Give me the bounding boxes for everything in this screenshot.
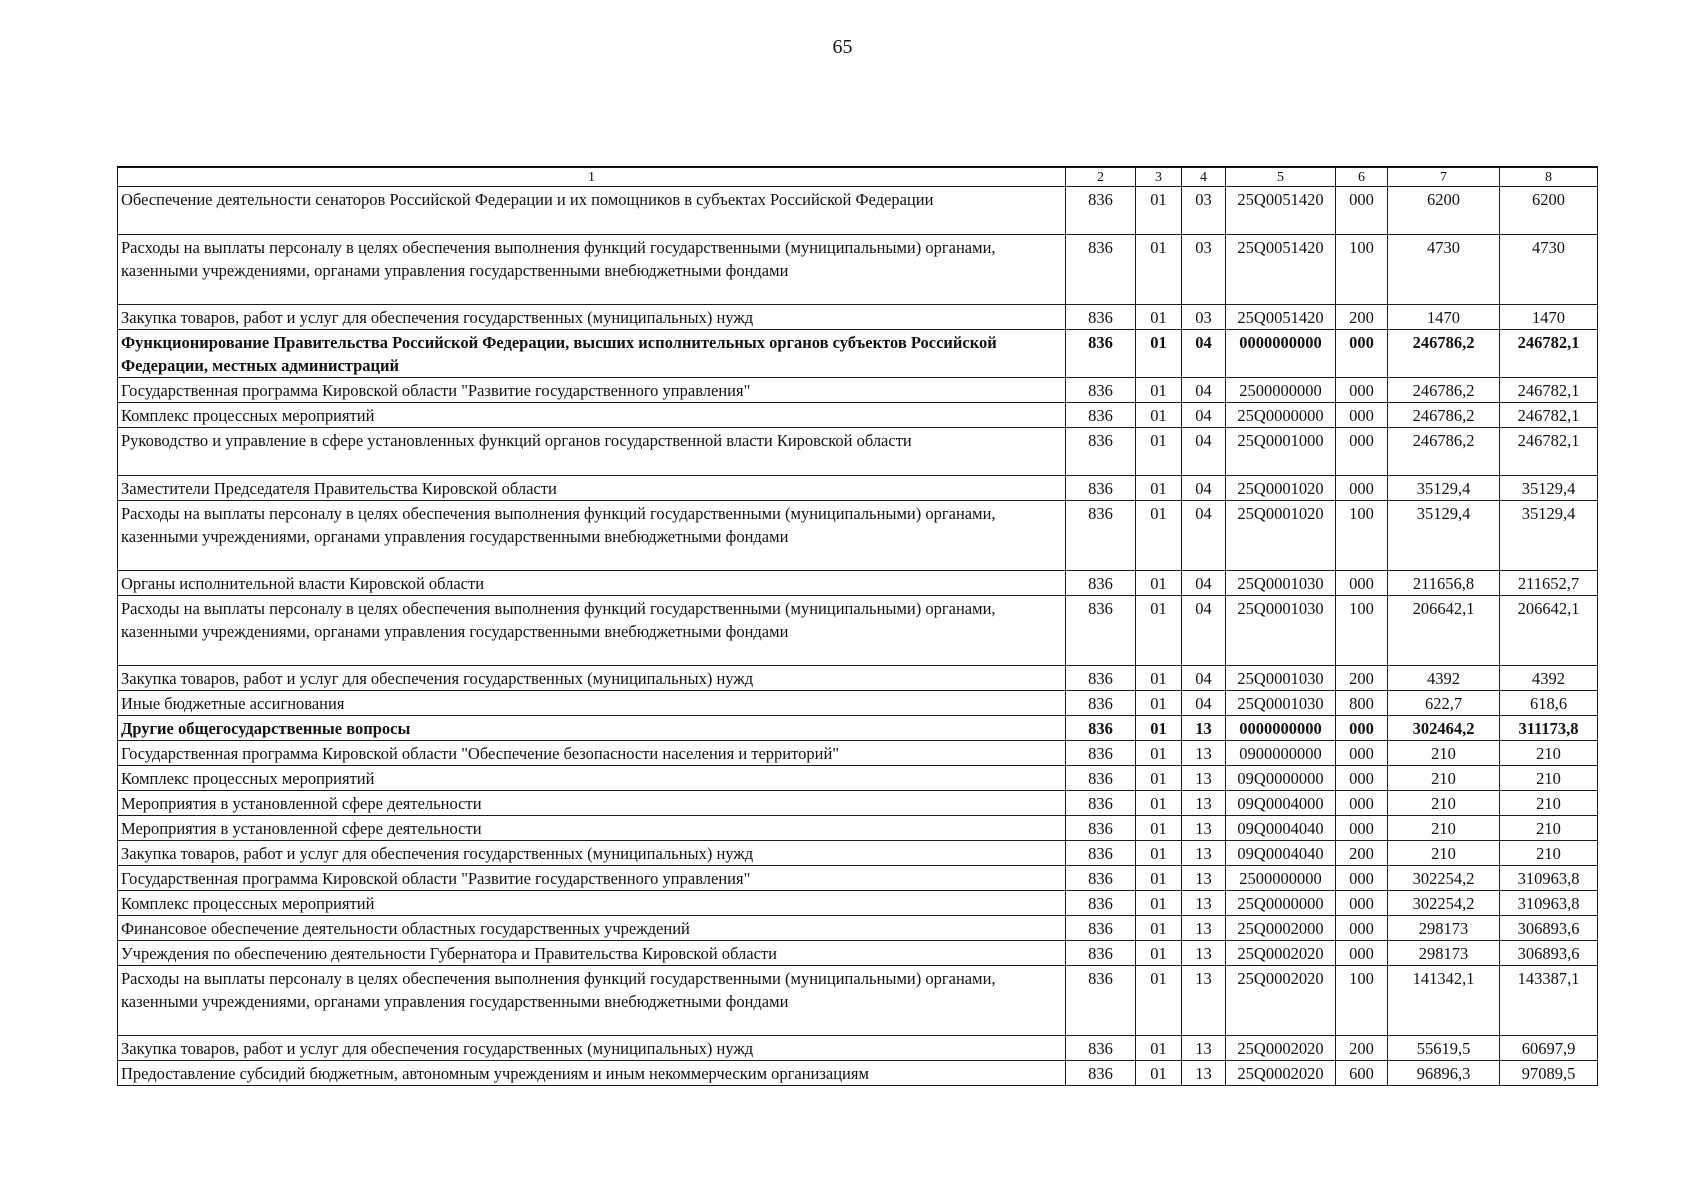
row-code-expense-type: 000	[1336, 891, 1388, 916]
row-code-subsection: 13	[1182, 716, 1226, 741]
row-code-section: 01	[1136, 891, 1182, 916]
row-code-section: 01	[1136, 235, 1182, 305]
row-code-target: 25Q0000000	[1226, 403, 1336, 428]
table-row	[118, 916, 1598, 941]
table-row	[118, 691, 1598, 716]
row-code-subsection: 13	[1182, 766, 1226, 791]
row-amount-year1: 246786,2	[1388, 428, 1500, 476]
row-code-subsection: 04	[1182, 596, 1226, 666]
row-code-ministry: 836	[1066, 941, 1136, 966]
row-code-section: 01	[1136, 791, 1182, 816]
row-code-subsection: 13	[1182, 966, 1226, 1036]
row-code-expense-type: 200	[1336, 305, 1388, 330]
row-name: Предоставление субсидий бюджетным, автономным учреждениям и иным некоммерческим организациям	[118, 1061, 1066, 1086]
row-code-target: 09Q0004000	[1226, 791, 1336, 816]
row-code-section: 01	[1136, 1036, 1182, 1061]
row-amount-year1: 55619,5	[1388, 1036, 1500, 1061]
row-amount-year1: 246786,2	[1388, 403, 1500, 428]
row-amount-year2: 143387,1	[1500, 966, 1598, 1036]
row-code-ministry: 836	[1066, 891, 1136, 916]
row-name: Закупка товаров, работ и услуг для обеспечения государственных (муниципальных) нужд	[118, 666, 1066, 691]
row-amount-year2: 246782,1	[1500, 403, 1598, 428]
row-amount-year2: 35129,4	[1500, 476, 1598, 501]
row-code-section: 01	[1136, 305, 1182, 330]
header-cell: 4	[1182, 167, 1226, 187]
table-row	[118, 428, 1598, 476]
row-name: Государственная программа Кировской области "Развитие государственного управления"	[118, 378, 1066, 403]
row-code-ministry: 836	[1066, 403, 1136, 428]
row-code-subsection: 03	[1182, 235, 1226, 305]
row-code-target: 2500000000	[1226, 866, 1336, 891]
row-code-target: 25Q0001020	[1226, 501, 1336, 571]
row-amount-year1: 206642,1	[1388, 596, 1500, 666]
header-cell: 8	[1500, 167, 1598, 187]
row-code-ministry: 836	[1066, 741, 1136, 766]
row-code-expense-type: 800	[1336, 691, 1388, 716]
row-amount-year2: 210	[1500, 841, 1598, 866]
row-name: Обеспечение деятельности сенаторов Российской Федерации и их помощников в субъектах Российской Федерации	[118, 187, 1066, 235]
row-code-ministry: 836	[1066, 816, 1136, 841]
table-row	[118, 378, 1598, 403]
row-code-ministry: 836	[1066, 866, 1136, 891]
row-code-target: 09Q0000000	[1226, 766, 1336, 791]
row-code-section: 01	[1136, 596, 1182, 666]
row-amount-year1: 246786,2	[1388, 378, 1500, 403]
row-code-target: 25Q0002000	[1226, 916, 1336, 941]
row-code-section: 01	[1136, 766, 1182, 791]
row-code-expense-type: 200	[1336, 841, 1388, 866]
row-code-ministry: 836	[1066, 1036, 1136, 1061]
row-code-expense-type: 000	[1336, 866, 1388, 891]
row-code-target: 09Q0004040	[1226, 816, 1336, 841]
table-row	[118, 305, 1598, 330]
row-amount-year1: 298173	[1388, 941, 1500, 966]
table-row	[118, 716, 1598, 741]
row-code-expense-type: 000	[1336, 941, 1388, 966]
row-code-target: 25Q0000000	[1226, 891, 1336, 916]
header-cell: 1	[118, 167, 1066, 187]
row-amount-year2: 310963,8	[1500, 891, 1598, 916]
row-amount-year2: 97089,5	[1500, 1061, 1598, 1086]
row-amount-year2: 4730	[1500, 235, 1598, 305]
row-amount-year2: 35129,4	[1500, 501, 1598, 571]
row-code-expense-type: 000	[1336, 428, 1388, 476]
row-name: Учреждения по обеспечению деятельности Губернатора и Правительства Кировской области	[118, 941, 1066, 966]
header-row	[118, 167, 1598, 187]
row-code-subsection: 04	[1182, 691, 1226, 716]
row-code-ministry: 836	[1066, 791, 1136, 816]
row-amount-year2: 306893,6	[1500, 916, 1598, 941]
table-row	[118, 403, 1598, 428]
row-code-expense-type: 000	[1336, 716, 1388, 741]
row-code-subsection: 04	[1182, 571, 1226, 596]
row-code-ministry: 836	[1066, 596, 1136, 666]
row-code-ministry: 836	[1066, 666, 1136, 691]
row-amount-year2: 310963,8	[1500, 866, 1598, 891]
row-code-subsection: 04	[1182, 428, 1226, 476]
table-row	[118, 791, 1598, 816]
row-name: Органы исполнительной власти Кировской области	[118, 571, 1066, 596]
row-code-section: 01	[1136, 501, 1182, 571]
row-code-ministry: 836	[1066, 1061, 1136, 1086]
row-amount-year1: 622,7	[1388, 691, 1500, 716]
table-row	[118, 741, 1598, 766]
row-code-expense-type: 200	[1336, 666, 1388, 691]
row-amount-year2: 311173,8	[1500, 716, 1598, 741]
row-amount-year1: 302254,2	[1388, 866, 1500, 891]
table-row	[118, 476, 1598, 501]
row-code-target: 09Q0004040	[1226, 841, 1336, 866]
row-code-subsection: 13	[1182, 1061, 1226, 1086]
row-code-expense-type: 000	[1336, 916, 1388, 941]
row-code-section: 01	[1136, 476, 1182, 501]
row-amount-year2: 246782,1	[1500, 378, 1598, 403]
row-code-expense-type: 100	[1336, 966, 1388, 1036]
row-code-ministry: 836	[1066, 378, 1136, 403]
row-name: Закупка товаров, работ и услуг для обеспечения государственных (муниципальных) нужд	[118, 1036, 1066, 1061]
row-code-expense-type: 600	[1336, 1061, 1388, 1086]
row-code-ministry: 836	[1066, 428, 1136, 476]
row-code-subsection: 04	[1182, 378, 1226, 403]
row-code-ministry: 836	[1066, 187, 1136, 235]
table-row	[118, 941, 1598, 966]
row-amount-year2: 211652,7	[1500, 571, 1598, 596]
row-code-section: 01	[1136, 1061, 1182, 1086]
row-code-target: 25Q0001030	[1226, 596, 1336, 666]
table-row	[118, 966, 1598, 1036]
row-code-expense-type: 000	[1336, 816, 1388, 841]
header-cell: 7	[1388, 167, 1500, 187]
row-code-target: 2500000000	[1226, 378, 1336, 403]
row-amount-year2: 1470	[1500, 305, 1598, 330]
table-body	[118, 187, 1598, 1086]
row-amount-year2: 206642,1	[1500, 596, 1598, 666]
row-amount-year1: 246786,2	[1388, 330, 1500, 378]
row-amount-year1: 35129,4	[1388, 501, 1500, 571]
row-code-section: 01	[1136, 841, 1182, 866]
table-row	[118, 666, 1598, 691]
row-code-subsection: 13	[1182, 941, 1226, 966]
row-code-target: 25Q0001000	[1226, 428, 1336, 476]
row-amount-year2: 210	[1500, 766, 1598, 791]
row-code-subsection: 13	[1182, 1036, 1226, 1061]
table-row	[118, 866, 1598, 891]
row-name: Расходы на выплаты персоналу в целях обеспечения выполнения функций государственными (муниципальными) органами, казенными учреждениями, органами управления государственными внебюджетными фондами	[118, 235, 1066, 305]
row-code-ministry: 836	[1066, 766, 1136, 791]
row-name: Закупка товаров, работ и услуг для обеспечения государственных (муниципальных) нужд	[118, 305, 1066, 330]
row-code-subsection: 13	[1182, 891, 1226, 916]
row-code-section: 01	[1136, 378, 1182, 403]
row-code-expense-type: 000	[1336, 187, 1388, 235]
row-code-section: 01	[1136, 941, 1182, 966]
row-code-subsection: 13	[1182, 841, 1226, 866]
row-code-subsection: 03	[1182, 305, 1226, 330]
table-row	[118, 330, 1598, 378]
row-amount-year2: 60697,9	[1500, 1036, 1598, 1061]
row-code-ministry: 836	[1066, 305, 1136, 330]
header-cell: 3	[1136, 167, 1182, 187]
table-row	[118, 1061, 1598, 1086]
row-amount-year2: 306893,6	[1500, 941, 1598, 966]
row-code-subsection: 04	[1182, 501, 1226, 571]
row-code-subsection: 13	[1182, 791, 1226, 816]
row-code-expense-type: 000	[1336, 791, 1388, 816]
row-amount-year2: 246782,1	[1500, 428, 1598, 476]
row-code-target: 25Q0002020	[1226, 1036, 1336, 1061]
row-amount-year2: 4392	[1500, 666, 1598, 691]
row-amount-year2: 618,6	[1500, 691, 1598, 716]
row-amount-year1: 302464,2	[1388, 716, 1500, 741]
row-code-ministry: 836	[1066, 235, 1136, 305]
row-amount-year1: 298173	[1388, 916, 1500, 941]
row-code-section: 01	[1136, 741, 1182, 766]
row-code-section: 01	[1136, 966, 1182, 1036]
row-name: Мероприятия в установленной сфере деятельности	[118, 791, 1066, 816]
table-row	[118, 816, 1598, 841]
row-name: Государственная программа Кировской области "Обеспечение безопасности населения и территорий"	[118, 741, 1066, 766]
budget-table	[117, 166, 1598, 1086]
header-cell: 6	[1336, 167, 1388, 187]
row-name: Комплекс процессных мероприятий	[118, 766, 1066, 791]
row-name: Расходы на выплаты персоналу в целях обеспечения выполнения функций государственными (муниципальными) органами, казенными учреждениями, органами управления государственными внебюджетными фондами	[118, 966, 1066, 1036]
row-name: Закупка товаров, работ и услуг для обеспечения государственных (муниципальных) нужд	[118, 841, 1066, 866]
row-code-target: 25Q0051420	[1226, 235, 1336, 305]
row-code-target: 25Q0002020	[1226, 1061, 1336, 1086]
row-name: Иные бюджетные ассигнования	[118, 691, 1066, 716]
row-code-target: 25Q0001030	[1226, 571, 1336, 596]
row-code-expense-type: 100	[1336, 501, 1388, 571]
row-code-section: 01	[1136, 691, 1182, 716]
row-code-ministry: 836	[1066, 691, 1136, 716]
row-amount-year1: 210	[1388, 791, 1500, 816]
row-code-expense-type: 100	[1336, 235, 1388, 305]
row-name: Государственная программа Кировской области "Развитие государственного управления"	[118, 866, 1066, 891]
row-amount-year1: 210	[1388, 816, 1500, 841]
row-name: Другие общегосударственные вопросы	[118, 716, 1066, 741]
row-code-expense-type: 000	[1336, 330, 1388, 378]
row-name: Расходы на выплаты персоналу в целях обеспечения выполнения функций государственными (муниципальными) органами, казенными учреждениями, органами управления государственными внебюджетными фондами	[118, 501, 1066, 571]
row-code-subsection: 04	[1182, 666, 1226, 691]
row-name: Функционирование Правительства Российской Федерации, высших исполнительных органов субъектов Российской Федерации, местных администраций	[118, 330, 1066, 378]
row-code-section: 01	[1136, 716, 1182, 741]
row-code-expense-type: 100	[1336, 596, 1388, 666]
row-amount-year1: 4392	[1388, 666, 1500, 691]
row-code-expense-type: 000	[1336, 378, 1388, 403]
row-amount-year2: 6200	[1500, 187, 1598, 235]
row-code-section: 01	[1136, 187, 1182, 235]
row-code-target: 25Q0002020	[1226, 966, 1336, 1036]
row-code-ministry: 836	[1066, 716, 1136, 741]
header-cell: 5	[1226, 167, 1336, 187]
row-amount-year1: 6200	[1388, 187, 1500, 235]
row-code-section: 01	[1136, 816, 1182, 841]
row-code-section: 01	[1136, 571, 1182, 596]
row-amount-year1: 210	[1388, 841, 1500, 866]
table-row	[118, 187, 1598, 235]
row-amount-year1: 4730	[1388, 235, 1500, 305]
table-row	[118, 766, 1598, 791]
row-code-ministry: 836	[1066, 330, 1136, 378]
row-code-subsection: 13	[1182, 741, 1226, 766]
table-row	[118, 571, 1598, 596]
row-amount-year1: 302254,2	[1388, 891, 1500, 916]
row-amount-year2: 210	[1500, 816, 1598, 841]
row-code-section: 01	[1136, 666, 1182, 691]
row-name: Комплекс процессных мероприятий	[118, 403, 1066, 428]
row-code-expense-type: 000	[1336, 741, 1388, 766]
row-amount-year2: 210	[1500, 791, 1598, 816]
row-amount-year1: 35129,4	[1388, 476, 1500, 501]
row-code-target: 25Q0051420	[1226, 187, 1336, 235]
row-code-ministry: 836	[1066, 501, 1136, 571]
row-name: Заместители Председателя Правительства Кировской области	[118, 476, 1066, 501]
row-code-section: 01	[1136, 428, 1182, 476]
row-code-target: 25Q0051420	[1226, 305, 1336, 330]
row-code-expense-type: 000	[1336, 403, 1388, 428]
row-name: Расходы на выплаты персоналу в целях обеспечения выполнения функций государственными (муниципальными) органами, казенными учреждениями, органами управления государственными внебюджетными фондами	[118, 596, 1066, 666]
row-code-ministry: 836	[1066, 571, 1136, 596]
row-code-target: 25Q0001030	[1226, 691, 1336, 716]
row-code-target: 25Q0001020	[1226, 476, 1336, 501]
row-code-expense-type: 000	[1336, 476, 1388, 501]
table-row	[118, 596, 1598, 666]
row-code-target: 0000000000	[1226, 716, 1336, 741]
row-amount-year2: 246782,1	[1500, 330, 1598, 378]
row-code-subsection: 04	[1182, 476, 1226, 501]
row-code-section: 01	[1136, 403, 1182, 428]
row-code-subsection: 13	[1182, 866, 1226, 891]
row-code-subsection: 13	[1182, 816, 1226, 841]
row-code-target: 0900000000	[1226, 741, 1336, 766]
row-code-target: 25Q0001030	[1226, 666, 1336, 691]
row-code-expense-type: 000	[1336, 766, 1388, 791]
row-code-section: 01	[1136, 916, 1182, 941]
row-code-ministry: 836	[1066, 841, 1136, 866]
row-code-target: 0000000000	[1226, 330, 1336, 378]
row-code-ministry: 836	[1066, 476, 1136, 501]
row-amount-year1: 210	[1388, 766, 1500, 791]
row-code-expense-type: 000	[1336, 571, 1388, 596]
row-code-ministry: 836	[1066, 916, 1136, 941]
row-amount-year1: 1470	[1388, 305, 1500, 330]
row-name: Финансовое обеспечение деятельности областных государственных учреждений	[118, 916, 1066, 941]
row-code-subsection: 13	[1182, 916, 1226, 941]
row-amount-year1: 211656,8	[1388, 571, 1500, 596]
row-code-subsection: 03	[1182, 187, 1226, 235]
row-name: Руководство и управление в сфере установленных функций органов государственной власти Кировской области	[118, 428, 1066, 476]
row-amount-year1: 141342,1	[1388, 966, 1500, 1036]
row-amount-year2: 210	[1500, 741, 1598, 766]
row-code-subsection: 04	[1182, 330, 1226, 378]
table-row	[118, 1036, 1598, 1061]
table-row	[118, 235, 1598, 305]
row-code-ministry: 836	[1066, 966, 1136, 1036]
row-amount-year1: 96896,3	[1388, 1061, 1500, 1086]
header-cell: 2	[1066, 167, 1136, 187]
row-amount-year1: 210	[1388, 741, 1500, 766]
table-row	[118, 841, 1598, 866]
table-header	[118, 167, 1598, 187]
table-row	[118, 501, 1598, 571]
row-code-section: 01	[1136, 866, 1182, 891]
row-name: Комплекс процессных мероприятий	[118, 891, 1066, 916]
row-code-expense-type: 200	[1336, 1036, 1388, 1061]
table-row	[118, 891, 1598, 916]
page-number: 65	[832, 36, 853, 58]
row-name: Мероприятия в установленной сфере деятельности	[118, 816, 1066, 841]
row-code-section: 01	[1136, 330, 1182, 378]
row-code-subsection: 04	[1182, 403, 1226, 428]
row-code-target: 25Q0002020	[1226, 941, 1336, 966]
